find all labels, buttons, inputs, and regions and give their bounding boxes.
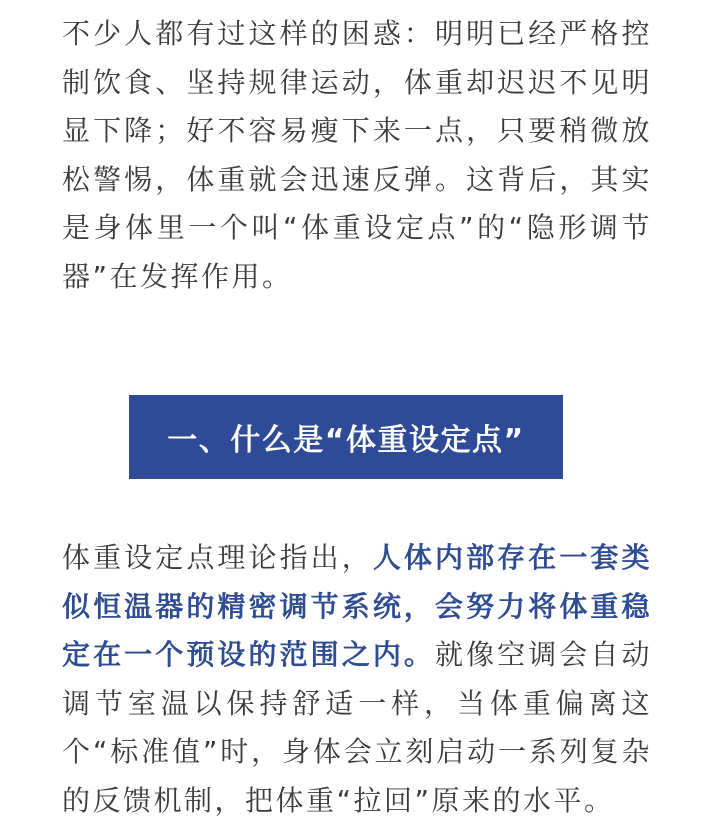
body-paragraph-highlight: 人体内部存在一套类似恒温器的精密调节系统，会努力将体重稳定在一个预设的范围之内。	[62, 541, 652, 671]
body-paragraph	[62, 534, 652, 825]
section-heading-banner	[129, 395, 563, 479]
intro-paragraph: 不少人都有过这样的困惑：明明已经严格控制饮食、坚持规律运动，体重却迟迟不见明显下降；好不容易瘦下来一点，只要稍微放松警惕，体重就会迅速反弹。这背后，其实是身体里一个叫“体重设定点”的“隐形调节器”在发挥作用。	[62, 17, 652, 293]
body-paragraph-lead: 体重设定点理论指出，	[62, 541, 373, 574]
body-paragraph-rest: 就像空调会自动调节室温以保持舒适一样，当体重偏离这个“标准值”时，身体会立刻启动一系列复杂的反馈机制，把体重“拉回”原来的水平。	[62, 638, 652, 817]
section-heading-text: 一、什么是“体重设定点”	[167, 423, 525, 458]
